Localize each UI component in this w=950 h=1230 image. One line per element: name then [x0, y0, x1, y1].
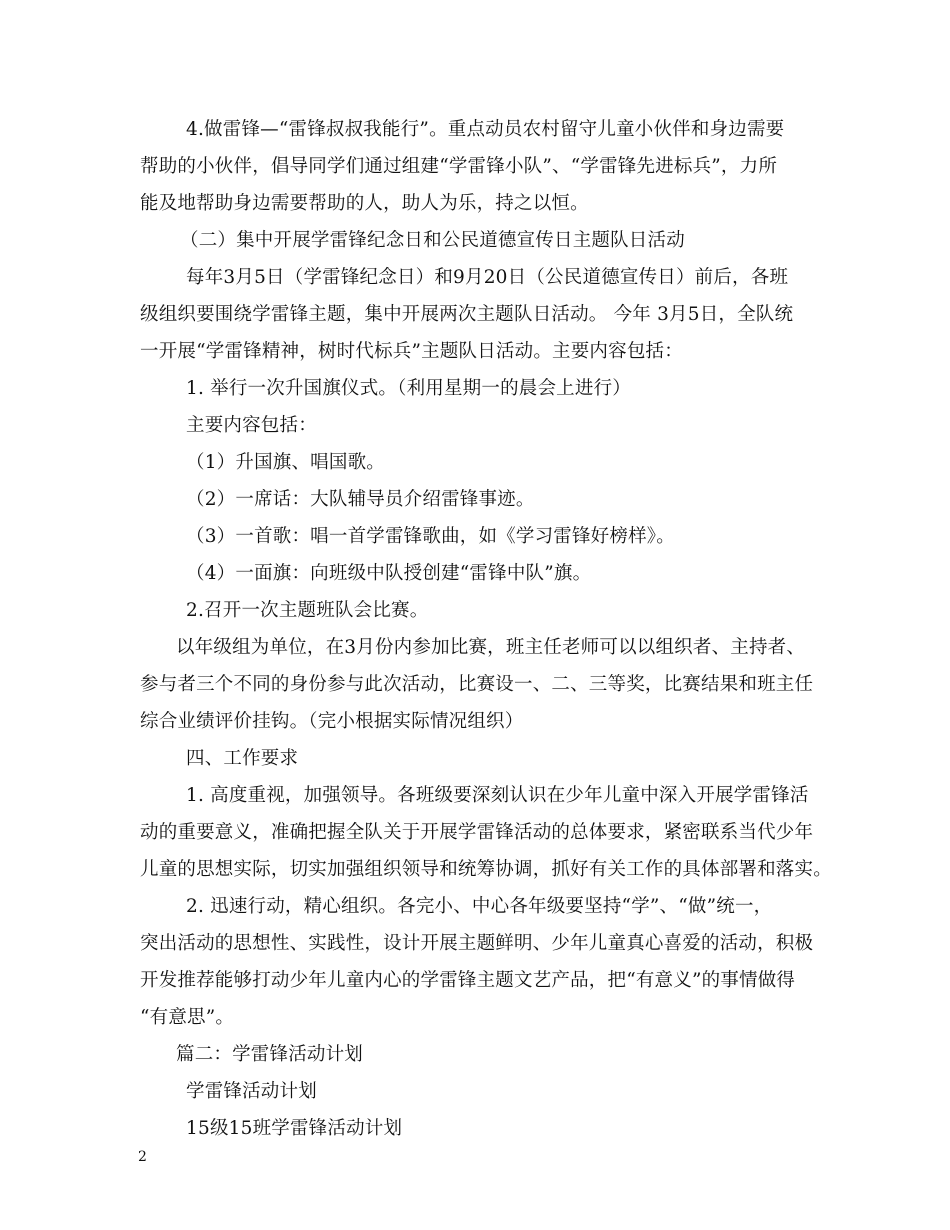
chapter-heading: 篇二：学雷锋活动计划 [176, 1044, 364, 1065]
body-text-line: 综合业绩评价挂钩。（完小根据实际情况组织） [140, 711, 524, 732]
body-text-line: 每年3月5日（学雷锋纪念日）和9月20日（公民道德宣传日）前后，各班 [186, 267, 789, 288]
section-heading: 四、工作要求 [186, 748, 299, 769]
body-text-line: 一开展“学雷锋精神，树时代标兵”主题队日活动。主要内容包括： [140, 341, 683, 362]
document-title: 学雷锋活动计划 [186, 1081, 317, 1102]
list-item: （3）一首歌：唱一首学雷锋歌曲，如《学习雷锋好榜样》。 [186, 526, 675, 547]
document-subtitle: 15级15班学雷锋活动计划 [186, 1118, 403, 1139]
page-number: 2 [138, 1149, 147, 1165]
body-text-line: 动的重要意义，准确把握全队关于开展学雷锋活动的总体要求，紧密联系当代少年 [140, 822, 814, 843]
body-text-line: 能及地帮助身边需要帮助的人，助人为乐，持之以恒。 [140, 193, 589, 214]
body-text-line: “有意思”。 [140, 1007, 235, 1028]
body-text-line: 1. 高度重视，加强领导。各班级要深刻认识在少年儿童中深入开展学雷锋活 [186, 785, 809, 806]
body-text-line: 级组织要围绕学雷锋主题，集中开展两次主题队日活动。 今年 3月5日，全队统 [140, 304, 794, 325]
body-text-line: 开发推荐能够打动少年儿童内心的学雷锋主题文艺产品，把“有意义”的事情做得 [140, 970, 796, 991]
list-item: （4）一面旗：向班级中队授创建“雷锋中队”旗。 [186, 563, 592, 584]
list-item: 1. 举行一次升国旗仪式。（利用星期一的晨会上进行） [186, 378, 631, 399]
list-item: （1）升国旗、唱国歌。 [186, 452, 385, 473]
body-text-line: 4.做雷锋—“雷锋叔叔我能行”。重点动员农村留守儿童小伙伴和身边需要 [186, 119, 785, 140]
body-text-line: 帮助的小伙伴，倡导同学们通过组建“学雷锋小队”、“学雷锋先进标兵”，力所 [140, 156, 778, 177]
body-text-line: 突出活动的思想性、实践性，设计开展主题鲜明、少年儿童真心喜爱的活动，积极 [140, 933, 814, 954]
section-heading: （二）集中开展学雷锋纪念日和公民道德宣传日主题队日活动 [180, 230, 685, 251]
body-text-line: 2. 迅速行动，精心组织。各完小、中心各年级要坚持“学”、“做”统一， [186, 896, 773, 917]
list-item: 2.召开一次主题班队会比赛。 [186, 600, 429, 621]
list-item: （2）一席话：大队辅导员介绍雷锋事迹。 [186, 489, 535, 510]
body-text-line: 以年级组为单位，在3月份内参加比赛，班主任老师可以以组织者、主持者、 [176, 637, 806, 658]
body-text-line: 主要内容包括： [186, 415, 317, 436]
body-text-line: 参与者三个不同的身份参与此次活动，比赛设一、二、三等奖，比赛结果和班主任 [140, 674, 814, 695]
body-text-line: 儿童的思想实际，切实加强组织领导和统筹协调，抓好有关工作的具体部署和落实。 [140, 859, 832, 880]
